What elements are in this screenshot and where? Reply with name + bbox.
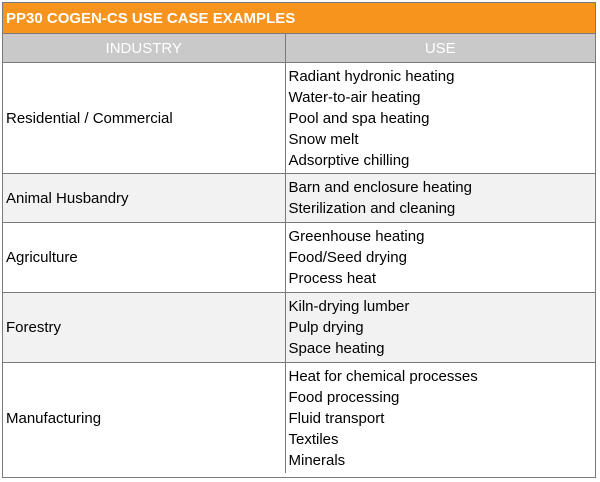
table-row	[3, 293, 595, 363]
use-cell	[285, 63, 595, 174]
use-item: Food processing	[288, 388, 400, 406]
use-item: Snow melt	[288, 130, 359, 148]
header-row	[3, 34, 595, 63]
table-row	[3, 63, 595, 174]
use-cell	[285, 363, 595, 474]
use-case-table	[3, 34, 595, 473]
table-title: PP30 COGEN-CS USE CASE EXAMPLES	[3, 3, 595, 34]
table-row	[3, 363, 595, 474]
use-list	[289, 226, 596, 289]
industry-cell: Manufacturing	[3, 363, 285, 474]
industry-cell: Forestry	[3, 293, 285, 363]
header-industry: INDUSTRY	[3, 34, 285, 63]
table-row	[3, 174, 595, 223]
use-item: Barn and enclosure heating	[288, 179, 472, 196]
use-item: Heat for chemical processes	[288, 367, 478, 385]
use-item: Pulp drying	[288, 319, 364, 336]
table-row	[3, 223, 595, 293]
use-item: Textiles	[288, 430, 339, 448]
use-item: Adsorptive chilling	[288, 151, 410, 169]
use-cell	[285, 293, 595, 363]
use-item: Sterilization and cleaning	[288, 200, 456, 217]
use-list	[289, 296, 596, 359]
industry-cell: Residential / Commercial	[3, 63, 285, 174]
use-item: Kiln-drying lumber	[288, 298, 410, 315]
use-cell	[285, 174, 595, 223]
use-item: Process heat	[288, 270, 377, 287]
industry-cell: Agriculture	[3, 223, 285, 293]
use-item: Fluid transport	[288, 409, 385, 427]
use-item: Water-to-air heating	[288, 88, 421, 106]
use-list	[289, 366, 596, 471]
use-case-table-panel	[2, 2, 596, 478]
use-item: Space heating	[288, 340, 385, 357]
use-item: Food/Seed drying	[288, 249, 407, 266]
use-list	[289, 66, 596, 171]
use-item: Minerals	[288, 451, 346, 469]
use-cell	[285, 223, 595, 293]
use-item: Radiant hydronic heating	[288, 67, 455, 85]
use-item: Pool and spa heating	[288, 109, 430, 127]
header-use: USE	[285, 34, 595, 63]
industry-cell: Animal Husbandry	[3, 174, 285, 223]
use-item: Greenhouse heating	[288, 228, 425, 245]
use-list	[289, 177, 596, 219]
